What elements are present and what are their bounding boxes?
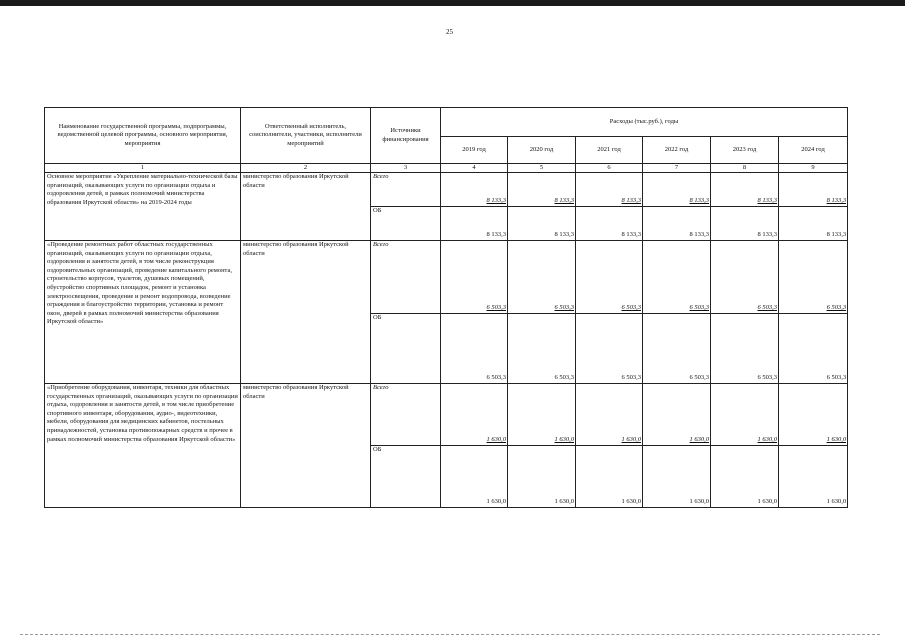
column-number: 6 [576,164,643,173]
measure-name: «Приобретение оборудования, инвентаря, техники для областных государственных организаций, оказывающих услуги по организации отдыха, оздоровления и занятости детей, в том числе приобретение спортивного инвентаря, оборудования, аудио-, видеотехники, мебели, оборудования для медицинских кабинетов, постельных принадлежностей, установка противопожарных средств и прочее в рамках полномочий министерства образования Иркутской области» [45,384,241,508]
header-source: Источники финансирования [371,108,441,164]
ob-value: 1 630,0 [779,446,848,508]
header-year: 2021 год [576,137,643,164]
total-value: 1 630,0 [441,384,508,446]
ob-value: 6 503,3 [508,314,576,384]
ob-value: 6 503,3 [643,314,711,384]
ob-value: 8 133,3 [779,207,848,241]
total-value: 6 503,3 [441,241,508,314]
ob-value: 8 133,3 [508,207,576,241]
header-expenses: Расходы (тыс.руб.), годы [441,108,848,137]
header-year: 2020 год [508,137,576,164]
budget-table [44,107,848,508]
header-year: 2019 год [441,137,508,164]
ob-value: 8 133,3 [576,207,643,241]
total-value: 8 133,3 [508,173,576,207]
ob-value: 8 133,3 [441,207,508,241]
total-value: 1 630,0 [508,384,576,446]
ob-value: 1 630,0 [643,446,711,508]
column-number: 9 [779,164,848,173]
measure-name: Основное мероприятие «Укрепление материально-технической базы организаций, оказывающих услуги по организации отдыха и оздоровления детей, в рамках полномочий министерства образования Иркутской области» на 2019-2024 годы [45,173,241,241]
column-number: 4 [441,164,508,173]
total-value: 8 133,3 [576,173,643,207]
total-value: 8 133,3 [711,173,779,207]
total-value: 8 133,3 [441,173,508,207]
ob-value: 6 503,3 [441,314,508,384]
header-responsible: Ответственный исполнитель, соисполнители, участники, исполнители мероприятий [241,108,371,164]
column-number: 2 [241,164,371,173]
responsible-executor: министерство образования Иркутской области [241,241,371,384]
ob-value: 6 503,3 [576,314,643,384]
ob-value: 1 630,0 [508,446,576,508]
source-total: Всего [371,384,441,446]
column-number: 5 [508,164,576,173]
total-value: 1 630,0 [779,384,848,446]
header-name: Наименование государственной программы, подпрограммы, ведомственной целевой программы, основного мероприятия, мероприятия [45,108,241,164]
responsible-executor: министерство образования Иркутской области [241,384,371,508]
responsible-executor: министерство образования Иркутской области [241,173,371,241]
header-year: 2023 год [711,137,779,164]
scan-bottom-artifact [20,634,880,636]
header-year: 2024 год [779,137,848,164]
total-value: 1 630,0 [711,384,779,446]
total-value: 6 503,3 [576,241,643,314]
total-value: 6 503,3 [711,241,779,314]
ob-value: 6 503,3 [779,314,848,384]
source-ob: ОБ [371,207,441,241]
scan-top-border [0,0,905,6]
ob-value: 8 133,3 [711,207,779,241]
source-total: Всего [371,241,441,314]
page-number: 25 [446,28,453,36]
total-value: 1 630,0 [643,384,711,446]
total-value: 6 503,3 [508,241,576,314]
source-ob: ОБ [371,446,441,508]
total-value: 8 133,3 [779,173,848,207]
ob-value: 6 503,3 [711,314,779,384]
column-number: 7 [643,164,711,173]
header-year: 2022 год [643,137,711,164]
ob-value: 8 133,3 [643,207,711,241]
source-ob: ОБ [371,314,441,384]
ob-value: 1 630,0 [576,446,643,508]
total-value: 1 630,0 [576,384,643,446]
column-number: 1 [45,164,241,173]
source-total: Всего [371,173,441,207]
total-value: 8 133,3 [643,173,711,207]
column-number: 8 [711,164,779,173]
total-value: 6 503,3 [643,241,711,314]
ob-value: 1 630,0 [441,446,508,508]
total-value: 6 503,3 [779,241,848,314]
ob-value: 1 630,0 [711,446,779,508]
column-number: 3 [371,164,441,173]
measure-name: «Проведение ремонтных работ областных государственных организаций, оказывающих услуги по организации отдыха, оздоровления и занятости детей, в том числе реконструкция оздоровительных организаций, проведение капитального ремонта, строительство корпусов, туалетов, душевых помещений, обустройство спортивных площадок, ремонт и установка электроосвещения, проведение и ремонт водопровода, возведение ограждения и благоустройство территории, установка и ремонт окон, дверей в рамках полномочий министерства образования Иркутской области» [45,241,241,384]
